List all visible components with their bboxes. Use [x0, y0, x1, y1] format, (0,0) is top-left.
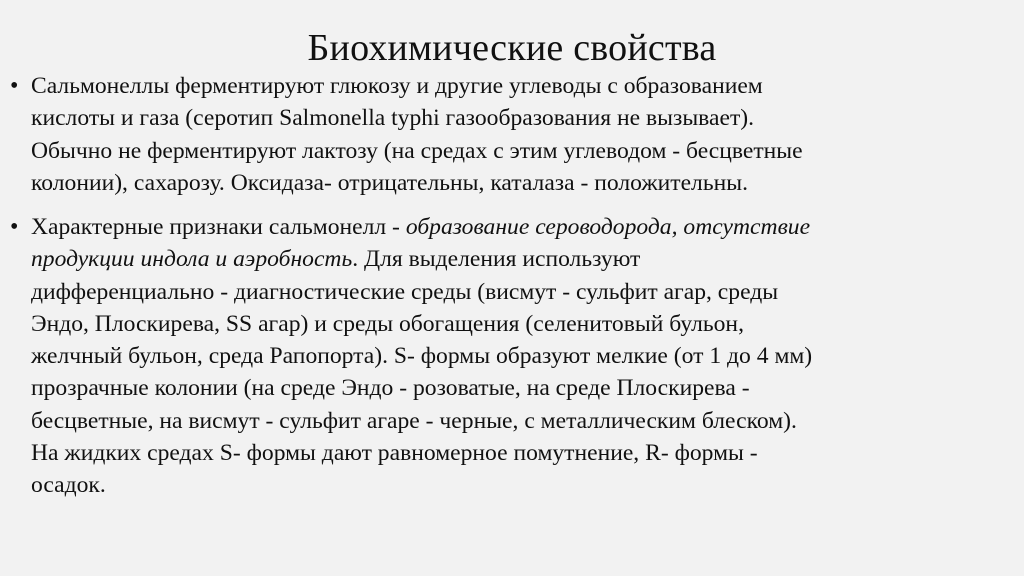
text-line: желчный бульон, среда Рапопорта). S- формы образуют мелкие (от 1 до 4 мм) [31, 343, 813, 370]
text-line: Сальмонеллы ферментируют глюкозу и другие углеводы с образованием [31, 73, 763, 99]
bullet-icon: • [10, 214, 19, 240]
text-line [31, 211, 1023, 243]
text-line: бесцветные, на висмут - сульфит агаре - черные, с металлическим блеском). [31, 407, 797, 434]
text-line: дифференциально - диагностические среды (висмут - сульфит агар, среды [31, 278, 779, 305]
italic-text-segment: продукции индола и аэробность [31, 246, 353, 273]
text-line: прозрачные колонии (на среде Эндо - розоватые, на среде Плоскирева - [31, 375, 750, 402]
text-line: Эндо, Плоскирева, SS агар) и среды обогащения (селенитовый бульон, [31, 310, 744, 337]
bullet-text [31, 211, 1023, 502]
text-line: осадок. [31, 472, 106, 499]
text-line: кислоты и газа (серотип Salmonella typhi газообразования не вызывает). [31, 105, 755, 132]
slide-title: Биохимические свойства [307, 27, 717, 69]
text-segment: Характерные признаки сальмонелл - [31, 214, 406, 240]
text-line: Обычно не ферментируют лактозу (на средах с этим углеводом - бесцветные [31, 137, 803, 164]
text-line [31, 243, 1023, 275]
italic-text-segment: образование сероводорода, отсутствие [405, 214, 811, 240]
bullet-icon: • [10, 73, 19, 99]
text-segment: . Для выделения используют [352, 246, 641, 273]
text-line: На жидких средах S- формы дают равномерное помутнение, R- формы - [31, 440, 758, 467]
bullet-text [31, 70, 1023, 199]
text-line: колонии), сахарозу. Оксидаза- отрицательны, каталаза - положительны. [31, 169, 748, 196]
